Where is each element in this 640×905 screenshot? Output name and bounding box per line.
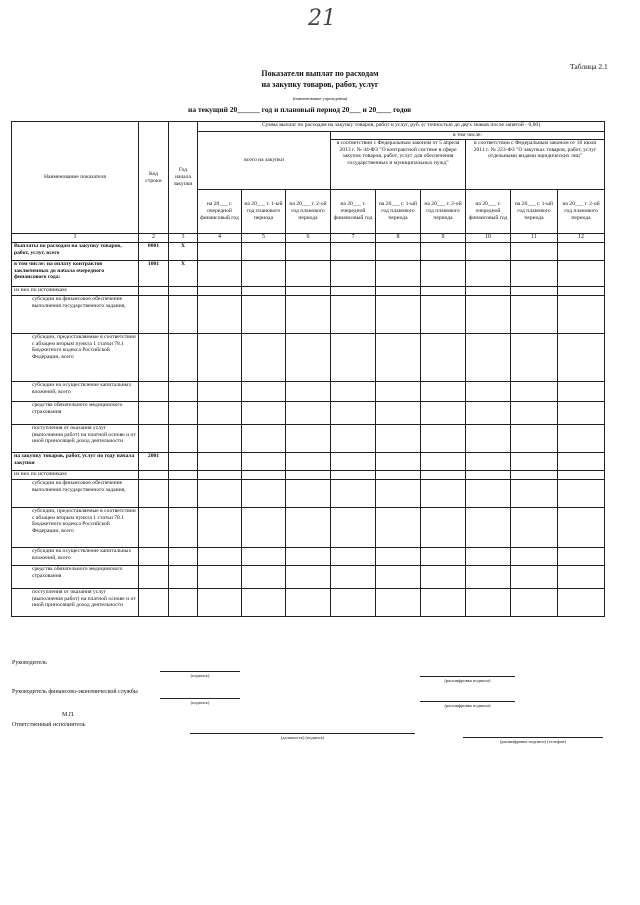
amount-cell[interactable] <box>421 261 466 287</box>
amount-cell[interactable] <box>376 402 421 425</box>
table-row <box>12 402 605 425</box>
row-year <box>169 508 198 548</box>
amount-cell[interactable] <box>376 566 421 589</box>
amount-cell[interactable] <box>331 471 376 480</box>
header-223-year1: на 20___ г. очередной финансовый год <box>466 190 511 234</box>
amount-cell[interactable] <box>466 480 511 508</box>
column-number: 10 <box>466 234 511 243</box>
amount-cell[interactable] <box>466 382 511 402</box>
amount-cell[interactable] <box>558 287 605 296</box>
amount-cell[interactable] <box>466 296 511 334</box>
amount-cell[interactable] <box>198 471 242 480</box>
document-subtitle: на закупку товаров, работ, услуг <box>261 80 379 89</box>
period-line: на текущий 20______ год и плановый период 20___ и 20____ годов <box>188 105 412 114</box>
row-label: из них по источникам: <box>12 471 139 480</box>
header-law-44: в соответствии с Федеральным законом от 5 апреля 2013 г. № 44-ФЗ "О контрактной системе в сфере закупок товаров, работ, услуг для обеспечения государственных и муниципальных нужд" <box>331 140 466 190</box>
amount-cell[interactable] <box>242 508 286 548</box>
amount-cell[interactable] <box>198 566 242 589</box>
row-code: 0001 <box>139 243 169 261</box>
amount-cell[interactable] <box>558 296 605 334</box>
amount-cell[interactable] <box>421 453 466 471</box>
table-row <box>12 334 605 382</box>
column-number: 3 <box>169 234 198 243</box>
column-number: 6 <box>286 234 331 243</box>
amount-cell[interactable] <box>511 453 558 471</box>
amount-cell[interactable] <box>198 261 242 287</box>
amount-cell[interactable] <box>421 382 466 402</box>
executor-position-line[interactable] <box>190 732 415 734</box>
amount-cell[interactable] <box>421 402 466 425</box>
amount-cell[interactable] <box>421 566 466 589</box>
amount-cell[interactable] <box>511 402 558 425</box>
row-label: субсидии на осуществление капитальных вложений, всего <box>12 548 139 566</box>
header-total: всего на закупки <box>198 132 331 190</box>
table-row <box>12 471 605 480</box>
row-code <box>139 425 169 453</box>
amount-cell[interactable] <box>511 334 558 382</box>
row-code <box>139 334 169 382</box>
amount-cell[interactable] <box>242 334 286 382</box>
table-row <box>12 287 605 296</box>
row-label: субсидии, предоставляемые в соответствии с абзацем вторым пункта 1 статьи 78.1 Бюджетного кодекса Российской Федерации, всего <box>12 334 139 382</box>
amount-cell[interactable] <box>198 589 242 617</box>
row-year <box>169 287 198 296</box>
finance-decode-caption: (расшифровка подписи) <box>444 703 491 708</box>
amount-cell[interactable] <box>376 243 421 261</box>
amount-cell[interactable] <box>421 296 466 334</box>
amount-cell[interactable] <box>558 243 605 261</box>
amount-cell[interactable] <box>286 382 331 402</box>
amount-cell[interactable] <box>198 402 242 425</box>
amount-cell[interactable] <box>466 566 511 589</box>
amount-cell[interactable] <box>286 425 331 453</box>
amount-cell[interactable] <box>198 480 242 508</box>
amount-cell[interactable] <box>558 261 605 287</box>
amount-cell[interactable] <box>198 425 242 453</box>
amount-cell[interactable] <box>242 287 286 296</box>
row-year <box>169 548 198 566</box>
row-year <box>169 566 198 589</box>
finance-sign-caption: (подпись) <box>190 700 210 705</box>
header-year: Год начала закупки <box>169 122 198 234</box>
table-row <box>12 589 605 617</box>
row-year <box>169 402 198 425</box>
amount-cell[interactable] <box>376 425 421 453</box>
page-number: 21 <box>308 6 336 31</box>
finance-sign-line[interactable] <box>160 697 240 699</box>
column-number: 8 <box>376 234 421 243</box>
amount-cell[interactable] <box>421 243 466 261</box>
amount-cell[interactable] <box>286 453 331 471</box>
table-row <box>12 296 605 334</box>
amount-cell[interactable] <box>286 548 331 566</box>
amount-cell[interactable] <box>466 261 511 287</box>
row-label: Выплаты по расходам на закупку товаров, работ, услуг, всего <box>12 243 139 261</box>
amount-cell[interactable] <box>331 334 376 382</box>
table-row <box>12 243 605 261</box>
amount-cell[interactable] <box>466 508 511 548</box>
amount-cell[interactable] <box>376 453 421 471</box>
table-row <box>12 261 605 287</box>
table-row <box>12 425 605 453</box>
row-label: в том числе: на оплату контрактов заключенных до начала очередного финансового года: <box>12 261 139 287</box>
amount-cell[interactable] <box>331 508 376 548</box>
row-label: субсидии, предоставляемые в соответствии с абзацем вторым пункта 1 статьи 78.1 Бюджетного кодекса Российской Федерации, всего <box>12 508 139 548</box>
header-total-year3: на 20___ г. 2-ой год планового периода <box>286 190 331 234</box>
amount-cell[interactable] <box>421 508 466 548</box>
head-decode-caption: (расшифровка подписи) <box>444 678 491 683</box>
finance-head-label: Руководитель финансово-экономической службы <box>12 689 138 695</box>
amount-cell[interactable] <box>331 589 376 617</box>
row-label: средства обязательного медицинского страхования <box>12 402 139 425</box>
row-year <box>169 589 198 617</box>
amount-cell[interactable] <box>331 287 376 296</box>
amount-cell[interactable] <box>198 508 242 548</box>
amount-cell[interactable] <box>242 243 286 261</box>
row-code <box>139 566 169 589</box>
column-number: 7 <box>331 234 376 243</box>
amount-cell[interactable] <box>286 589 331 617</box>
amount-cell[interactable] <box>466 589 511 617</box>
row-code: 1001 <box>139 261 169 287</box>
header-law-223: в соответствии с Федеральным законом от 18 июля 2011 г. № 223-ФЗ "О закупках товаров, работ, услуг отдельными видами юридических лиц" <box>466 140 605 190</box>
amount-cell[interactable] <box>242 480 286 508</box>
amount-cell[interactable] <box>558 425 605 453</box>
amount-cell[interactable] <box>376 548 421 566</box>
amount-cell[interactable] <box>421 425 466 453</box>
amount-cell[interactable] <box>286 243 331 261</box>
amount-cell[interactable] <box>331 566 376 589</box>
row-code <box>139 548 169 566</box>
row-year <box>169 382 198 402</box>
stamp-label: М.П. <box>62 712 75 718</box>
executor-decode-line[interactable] <box>463 736 603 738</box>
amount-cell[interactable] <box>286 261 331 287</box>
amount-cell[interactable] <box>511 471 558 480</box>
amount-cell[interactable] <box>511 589 558 617</box>
row-year <box>169 471 198 480</box>
amount-cell[interactable] <box>511 425 558 453</box>
table-row <box>12 508 605 548</box>
amount-cell[interactable] <box>331 261 376 287</box>
amount-cell[interactable] <box>558 480 605 508</box>
amount-cell[interactable] <box>421 471 466 480</box>
amount-cell[interactable] <box>286 480 331 508</box>
header-code: Код строки <box>139 122 169 234</box>
row-code <box>139 296 169 334</box>
table-row <box>12 382 605 402</box>
amount-cell[interactable] <box>421 287 466 296</box>
amount-cell[interactable] <box>376 480 421 508</box>
amount-cell[interactable] <box>331 243 376 261</box>
column-number: 5 <box>242 234 286 243</box>
amount-cell[interactable] <box>242 296 286 334</box>
row-label: поступления от оказания услуг (выполнения работ) на платной основе и от иной приносящей доход деятельности <box>12 589 139 617</box>
amount-cell[interactable] <box>558 566 605 589</box>
header-total-year1: на 20___ г. очередной финансовый год <box>198 190 242 234</box>
amount-cell[interactable] <box>198 548 242 566</box>
amount-cell[interactable] <box>376 382 421 402</box>
executor-label: Ответственный исполнитель <box>12 722 86 728</box>
row-code <box>139 480 169 508</box>
payments-table <box>11 121 605 617</box>
head-sign-caption: (подпись) <box>190 673 210 678</box>
row-code <box>139 508 169 548</box>
header-223-year3: на 20___ г. 2-ой год планового периода <box>558 190 605 234</box>
amount-cell[interactable] <box>558 382 605 402</box>
header-including: в том числе: <box>331 132 605 140</box>
amount-cell[interactable] <box>286 566 331 589</box>
row-code <box>139 382 169 402</box>
column-number: 12 <box>558 234 605 243</box>
amount-cell[interactable] <box>242 453 286 471</box>
row-label: средства обязательного медицинского страхования <box>12 566 139 589</box>
row-year <box>169 296 198 334</box>
amount-cell[interactable] <box>558 471 605 480</box>
amount-cell[interactable] <box>286 402 331 425</box>
amount-cell[interactable] <box>242 471 286 480</box>
amount-cell[interactable] <box>242 425 286 453</box>
column-number: 1 <box>12 234 139 243</box>
header-sum-title: Сумма выплат по расходам на закупку товаров, работ и услуг, руб. (с точностью до двух знаков после запятой - 0,00) <box>198 122 605 132</box>
amount-cell[interactable] <box>198 243 242 261</box>
amount-cell[interactable] <box>331 382 376 402</box>
amount-cell[interactable] <box>466 453 511 471</box>
amount-cell[interactable] <box>242 548 286 566</box>
table-reference: Таблица 2.1 <box>570 62 608 71</box>
amount-cell[interactable] <box>286 508 331 548</box>
amount-cell[interactable] <box>376 334 421 382</box>
amount-cell[interactable] <box>198 334 242 382</box>
amount-cell[interactable] <box>511 261 558 287</box>
amount-cell[interactable] <box>558 548 605 566</box>
amount-cell[interactable] <box>511 296 558 334</box>
column-number: 9 <box>421 234 466 243</box>
header-44-year2: на 20___ г. 1-ый год планового периода <box>376 190 421 234</box>
column-number: 11 <box>511 234 558 243</box>
row-code <box>139 402 169 425</box>
column-number: 2 <box>139 234 169 243</box>
document-title: Показатели выплат по расходам <box>261 69 379 78</box>
amount-cell[interactable] <box>558 402 605 425</box>
head-decode-line[interactable] <box>420 675 515 677</box>
amount-cell[interactable] <box>466 471 511 480</box>
amount-cell[interactable] <box>376 508 421 548</box>
amount-cell[interactable] <box>198 287 242 296</box>
row-code <box>139 287 169 296</box>
row-year <box>169 334 198 382</box>
amount-cell[interactable] <box>511 548 558 566</box>
head-sign-line[interactable] <box>160 670 240 672</box>
row-year: X <box>169 261 198 287</box>
amount-cell[interactable] <box>421 548 466 566</box>
amount-cell[interactable] <box>466 334 511 382</box>
header-44-year3: на 20___ г. 2-ой год планового периода <box>421 190 466 234</box>
amount-cell[interactable] <box>331 453 376 471</box>
amount-cell[interactable] <box>242 402 286 425</box>
amount-cell[interactable] <box>286 334 331 382</box>
amount-cell[interactable] <box>286 296 331 334</box>
row-code <box>139 471 169 480</box>
amount-cell[interactable] <box>376 589 421 617</box>
row-code: 2001 <box>139 453 169 471</box>
header-223-year2: на 20___ г. 1-ый год планового периода <box>511 190 558 234</box>
amount-cell[interactable] <box>198 296 242 334</box>
amount-cell[interactable] <box>421 480 466 508</box>
executor-decode-caption: (расшифровка подписи) (телефон) <box>500 739 566 744</box>
row-label: на закупку товаров, работ, услуг по году начала закупки <box>12 453 139 471</box>
column-number: 4 <box>198 234 242 243</box>
row-year: X <box>169 243 198 261</box>
executor-position-caption: (должность) (подпись) <box>280 735 325 740</box>
column-number-row <box>12 234 605 243</box>
amount-cell[interactable] <box>198 453 242 471</box>
amount-cell[interactable] <box>331 296 376 334</box>
row-code <box>139 589 169 617</box>
table-row <box>12 480 605 508</box>
amount-cell[interactable] <box>558 453 605 471</box>
amount-cell[interactable] <box>511 382 558 402</box>
amount-cell[interactable] <box>466 402 511 425</box>
amount-cell[interactable] <box>421 589 466 617</box>
header-name: Наименование показателя <box>12 122 139 234</box>
amount-cell[interactable] <box>511 508 558 548</box>
amount-cell[interactable] <box>466 548 511 566</box>
amount-cell[interactable] <box>558 334 605 382</box>
amount-cell[interactable] <box>466 425 511 453</box>
amount-cell[interactable] <box>511 566 558 589</box>
amount-cell[interactable] <box>466 287 511 296</box>
row-label: из них по источникам: <box>12 287 139 296</box>
finance-decode-line[interactable] <box>420 700 515 702</box>
amount-cell[interactable] <box>242 589 286 617</box>
amount-cell[interactable] <box>376 261 421 287</box>
amount-cell[interactable] <box>331 425 376 453</box>
organization-caption: (наименование учреждения) <box>292 96 348 101</box>
amount-cell[interactable] <box>466 243 511 261</box>
amount-cell[interactable] <box>286 287 331 296</box>
amount-cell[interactable] <box>331 480 376 508</box>
row-label: субсидии на финансовое обеспечение выполнения государственного задания, <box>12 480 139 508</box>
amount-cell[interactable] <box>376 471 421 480</box>
row-label: субсидии на финансовое обеспечение выполнения государственного задания, <box>12 296 139 334</box>
table-row <box>12 548 605 566</box>
header-total-year2: на 20___ г. 1-ый год планового периода <box>242 190 286 234</box>
amount-cell[interactable] <box>286 471 331 480</box>
amount-cell[interactable] <box>511 243 558 261</box>
amount-cell[interactable] <box>242 261 286 287</box>
amount-cell[interactable] <box>558 508 605 548</box>
row-label: поступления от оказания услуг (выполнения работ) на платной основе и от иной приносящей доход деятельности <box>12 425 139 453</box>
amount-cell[interactable] <box>198 382 242 402</box>
row-label: субсидии на осуществление капитальных вложений, всего <box>12 382 139 402</box>
amount-cell[interactable] <box>376 287 421 296</box>
amount-cell[interactable] <box>511 480 558 508</box>
table-body <box>12 243 605 617</box>
table-row <box>12 453 605 471</box>
amount-cell[interactable] <box>331 548 376 566</box>
header-44-year1: на 20___ г. очередной финансовый год <box>331 190 376 234</box>
amount-cell[interactable] <box>376 296 421 334</box>
head-label: Руководитель <box>12 660 47 666</box>
amount-cell[interactable] <box>511 287 558 296</box>
amount-cell[interactable] <box>331 402 376 425</box>
amount-cell[interactable] <box>421 334 466 382</box>
amount-cell[interactable] <box>558 589 605 617</box>
row-year <box>169 453 198 471</box>
row-year <box>169 480 198 508</box>
table-row <box>12 566 605 589</box>
amount-cell[interactable] <box>242 566 286 589</box>
row-year <box>169 425 198 453</box>
amount-cell[interactable] <box>242 382 286 402</box>
